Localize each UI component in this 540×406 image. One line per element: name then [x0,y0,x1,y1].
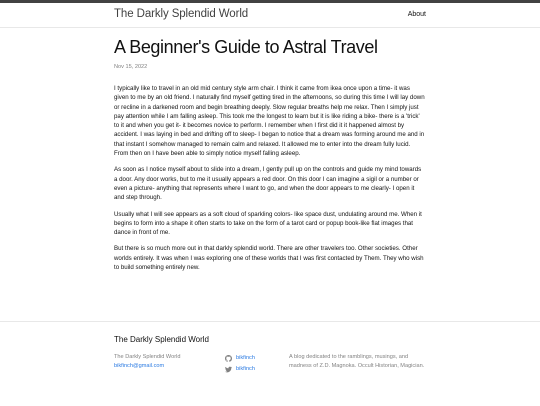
github-icon [225,355,232,362]
nav-about-link[interactable]: About [407,11,426,18]
twitter-social-row[interactable] [225,364,285,375]
site-footer [0,321,540,406]
github-username[interactable]: bikfinch [236,355,255,361]
footer-social [225,353,285,375]
twitter-icon [225,366,232,373]
post-date: Nov 15, 2022 [114,64,148,70]
github-social-row[interactable] [225,353,285,364]
footer-site-name: The Darkly Splendid World [114,354,181,360]
footer-heading: The Darkly Splendid World [114,335,210,344]
post-paragraph-2: As soon as I notice myself about to slide into a dream, I gently pull up on the controls and guide my mind towards a door. Any door works, but to me it usually appears a red door. On this door I can imagine a sigil or a number or even a picture- anything that represents where I want to go, and when the door appears to me clearly- I open it and step through. [114,166,422,202]
twitter-username[interactable]: bikfinch [236,366,255,372]
footer-description: A blog dedicated to the ramblings, musings, and madness of Z.D. Magnoka. Occult Historian, Magician. [289,354,425,369]
footer-contact [114,353,218,371]
post-title: A Beginner's Guide to Astral Travel [114,37,378,57]
post-body [114,84,426,272]
post [114,36,426,279]
site-header [0,3,540,28]
footer-email-link[interactable]: bikfinch@gmail.com [114,363,165,369]
site-title-link[interactable]: The Darkly Splendid World [114,8,249,20]
post-paragraph-3: Usually what I will see appears as a soft cloud of sparkling colors- like space dust, undulating around me. When it begins to form into a shape it often starts to take on the form of a tarot card or popup book-like flat images that dance in front of me. [114,210,422,237]
post-paragraph-1: I typically like to travel in an old mid century style arm chair. I think it came from ikea once upon a time- it was given to me by an old friend. I naturally find myself getting tired in the afternoons, so during this time I will lay down or recline in a darkened room and begin breathing deeply. Slow regular breaths help me relax. Then I simply just pay attention while I am falling asleep. This took me the longest to learn but it is like riding a bike- there is a 'trick' to it and when you get it- it becomes novice to perform. I remember when I first did it it happened almost by accident. I was laying in bed and drifting off to sleep- I began to notice that a dream was forming around me and in that instant I somehow managed to remain calm and relaxed. It allowed me to enter into the dream fully lucid. From then on I have been able to simply notice myself falling asleep. [114,85,425,158]
post-paragraph-4: But there is so much more out in that darkly splendid world. There are other travelers too. Other societies. Other worlds entirely. It was when I was exploring one of these worlds that I was first contacted by Them. They who wish to build something entirely new. [114,245,424,272]
